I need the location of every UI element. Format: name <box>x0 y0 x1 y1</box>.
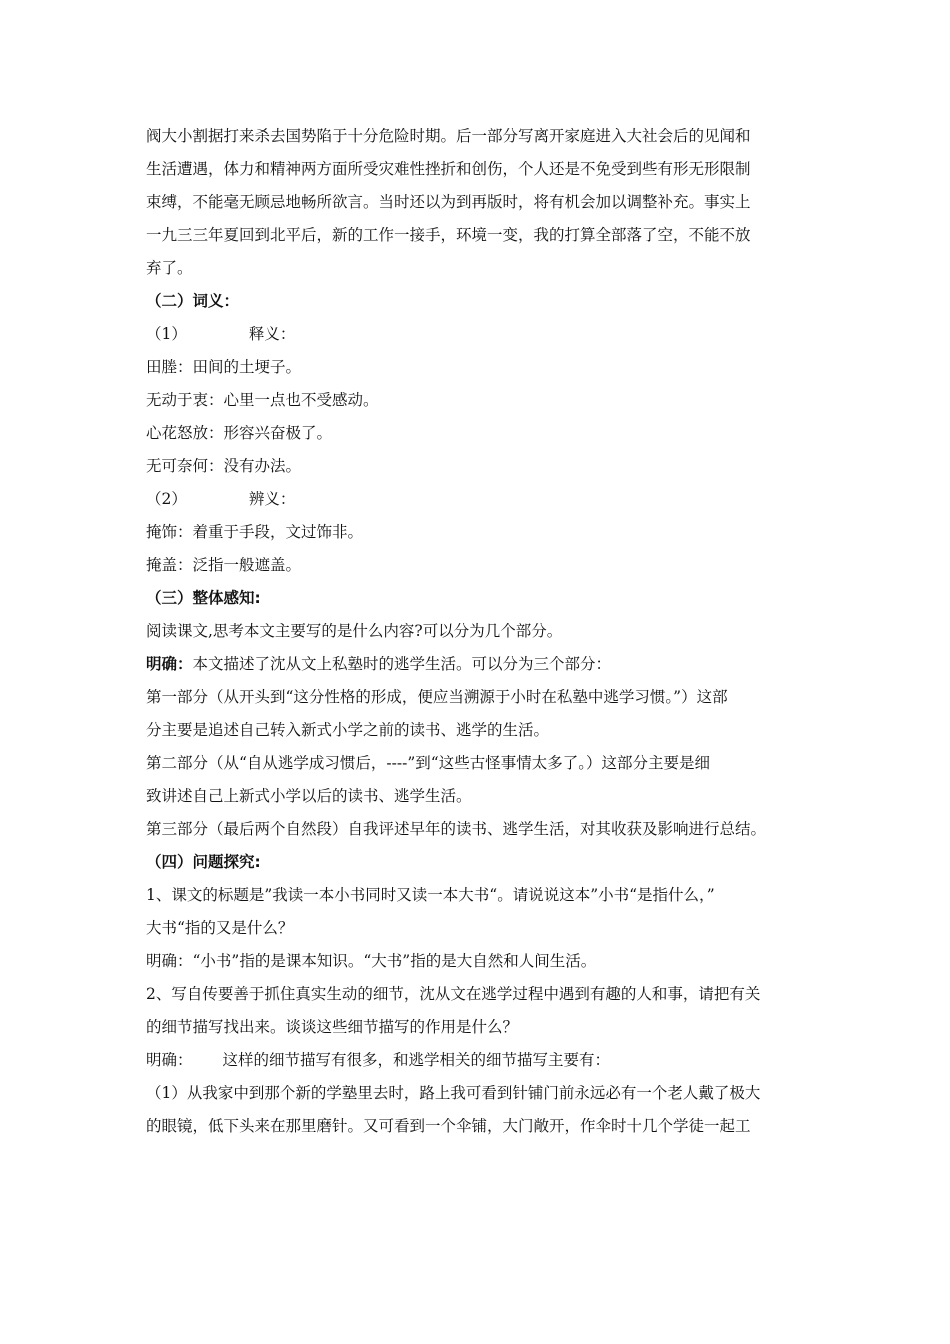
section-heading-overview: （三）整体感知: <box>146 589 261 607</box>
part-description: 第二部分（从“自从逃学成习惯后，----”到“这些古怪事情太多了。）这部分主要是细 <box>146 754 710 772</box>
answer-2 <box>146 1044 811 1077</box>
overview-answer <box>146 648 811 681</box>
text-line: 阀大小割据打来杀去国势陷于十分危险时期。后一部分写离开家庭进入大社会后的见闻和 <box>146 127 751 145</box>
subsection-number: （1） <box>146 325 187 343</box>
text-line: 一九三三年夏回到北平后，新的工作一接手，环境一变，我的打算全部落了空，不能不放 <box>146 226 751 244</box>
subsection-distinction <box>146 483 811 516</box>
part-description: 第一部分（从开头到“这分性格的形成，便应当溯源于小时在私塾中逃学习惯。”）这部 <box>146 688 728 706</box>
definition-item: 掩饰：着重于手段，文过饰非。 <box>146 523 364 541</box>
subsection-label: 释义： <box>248 325 296 343</box>
text-line: 束缚，不能毫无顾忌地畅所欲言。当时还以为到再版时，将有机会加以调整补充。事实上 <box>146 193 751 211</box>
definition-item: 心花怒放：形容兴奋极了。 <box>146 424 333 442</box>
answer-lead: 明确： <box>146 1051 193 1069</box>
part-description: 分主要是追述自己转入新式小学之前的读书、逃学的生活。 <box>146 721 550 739</box>
definition-item: 无可奈何：没有办法。 <box>146 457 302 475</box>
question-1: 大书“指的又是什么？ <box>146 919 294 937</box>
definition-item: 无动于衷：心里一点也不受感动。 <box>146 391 379 409</box>
detail-item: （1）从我家中到那个新的学塾里去时，路上我可看到针铺门前永远必有一个老人戴了极大 <box>146 1084 761 1102</box>
subsection-explanation <box>146 318 811 351</box>
question-2: 2、写自传要善于抓住真实生动的细节，沈从文在逃学过程中遇到有趣的人和事，请把有关 <box>146 985 761 1003</box>
answer-text: 本文描述了沈从文上私塾时的逃学生活。可以分为三个部分： <box>192 655 612 673</box>
subsection-number: （2） <box>146 490 187 508</box>
text-line: 生活遭遇，体力和精神两方面所受灾难性挫折和创伤，个人还是不免受到些有形无形限制 <box>146 160 751 178</box>
answer-text: 这样的细节描写有很多，和逃学相关的细节描写主要有： <box>222 1051 611 1069</box>
answer-lead: 明确： <box>146 655 193 673</box>
question-2: 的细节描写找出来。谈谈这些细节描写的作用是什么？ <box>146 1018 519 1036</box>
text-line: 弃了。 <box>146 259 193 277</box>
answer-1: 明确：“小书”指的是课本知识。“大书”指的是大自然和人间生活。 <box>146 952 597 970</box>
document-body <box>146 120 811 1143</box>
section-heading-vocabulary: （二）词义： <box>146 292 240 310</box>
subsection-label: 辨义： <box>248 490 296 508</box>
detail-item: 的眼镜，低下头来在那里磨针。又可看到一个伞铺，大门敞开，作伞时十几个学徒一起工 <box>146 1117 751 1135</box>
question-1: 1、课文的标题是”我读一本小书同时又读一本大书“。请说说这本”小书“是指什么，” <box>146 886 715 904</box>
section-heading-inquiry: （四）问题探究: <box>146 853 261 871</box>
overview-question: 阅读课文,思考本文主要写的是什么内容?可以分为几个部分。 <box>146 622 563 640</box>
definition-item: 掩盖：泛指一般遮盖。 <box>146 556 302 574</box>
part-description: 第三部分（最后两个自然段）自我评述早年的读书、逃学生活，对其收获及影响进行总结。 <box>146 820 767 838</box>
definition-item: 田塍：田间的土埂子。 <box>146 358 302 376</box>
part-description: 致讲述自己上新式小学以后的读书、逃学生活。 <box>146 787 472 805</box>
